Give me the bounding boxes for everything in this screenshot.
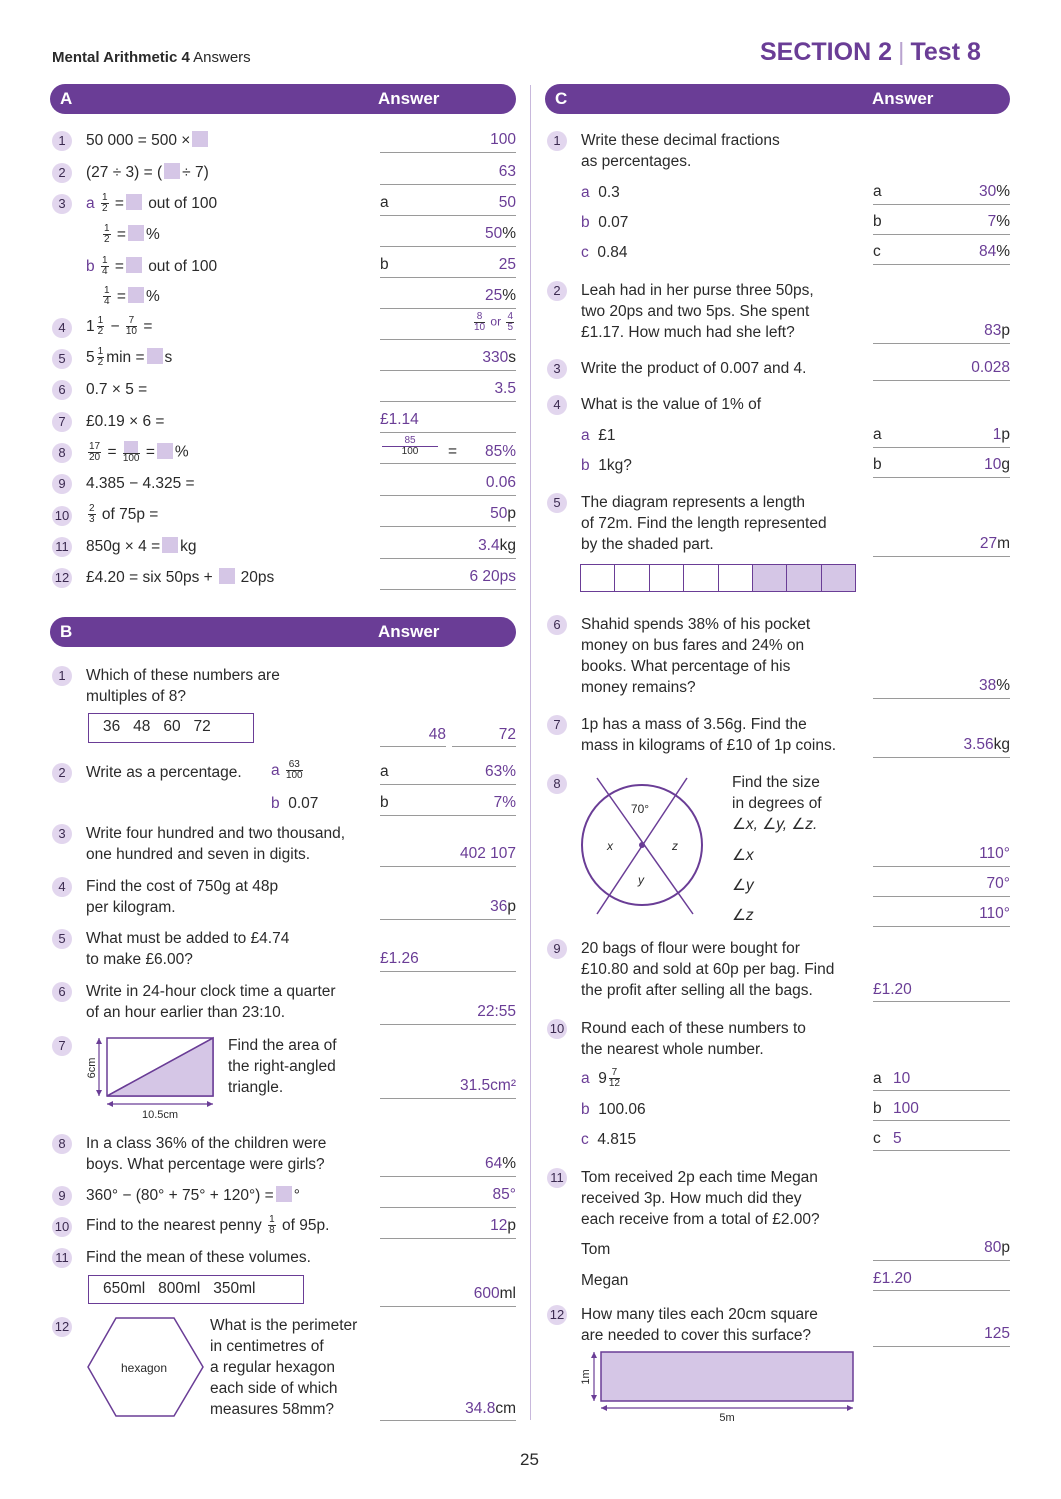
answer-a10: 50p [490, 505, 516, 522]
question-b9: 360° − (80° + 75° + 120°) = ° [86, 1187, 300, 1204]
answer-c9: £1.20 [873, 981, 912, 998]
question-number: 3 [52, 824, 72, 844]
question-number: 6 [547, 615, 567, 635]
section-a-header: A Answer [50, 84, 516, 114]
question-number: 11 [52, 537, 72, 557]
segment [650, 565, 684, 591]
question-number: 3 [52, 194, 72, 214]
question-a3b-line1: b $\frac{1}{4}$ = out of 100 [86, 255, 218, 278]
question-c1a: a 0.3 [581, 184, 620, 201]
answer-a7: £1.14 [380, 411, 419, 428]
question-number: 8 [547, 774, 567, 794]
question-b6: Write in 24-hour clock time a quarter of an hour earlier than 23:10. [86, 983, 336, 1021]
triangle-diagram [84, 1032, 224, 1122]
answer-c10a: 10 [893, 1070, 911, 1087]
answer-b9: 85° [492, 1186, 516, 1203]
question-number: 8 [52, 443, 72, 463]
number-box: 36 48 60 72 [88, 713, 254, 743]
question-c1b: b 0.07 [581, 214, 629, 231]
circle-angle-diagram [575, 770, 725, 918]
question-number: 3 [547, 359, 567, 379]
section-c-header: C Answer [545, 84, 1010, 114]
question-a11: 850g × 4 = kg [86, 538, 197, 555]
column-divider [530, 85, 531, 1420]
answer-c12: 125 [984, 1325, 1010, 1342]
question-a5: 5 $\frac{1}{2}$ min = s [86, 346, 173, 369]
answer-c4a: 1p [992, 426, 1010, 443]
question-c4a: a £1 [581, 427, 616, 444]
question-b4: Find the cost of 750g at 48p per kilogram. [86, 878, 279, 916]
question-number: 4 [547, 395, 567, 415]
answer-a4: $\frac{8}{10}$ or $\frac{4}{5}$ [473, 311, 513, 333]
section-b-header: B Answer [50, 617, 516, 647]
question-b8: In a class 36% of the children were boys. What percentage were girls? [86, 1135, 327, 1173]
answer-b4: 36p [490, 898, 516, 915]
question-number: 5 [547, 493, 567, 513]
question-number: 7 [547, 715, 567, 735]
answer-a3a-2: 50% [484, 225, 516, 242]
question-a4: 1 $\frac{1}{2}$ − $\frac{7}{10}$ = [86, 315, 153, 338]
rectangle-surface-diagram [578, 1348, 860, 1426]
hexagon-diagram [86, 1315, 206, 1421]
segment [615, 565, 649, 591]
page-number: 25 [520, 1450, 539, 1469]
question-a3b-line2: $\frac{1}{4}$ = % [104, 285, 160, 308]
answer-b10: 12p [490, 1217, 516, 1234]
question-c8: Find the size in degrees of ∠x, ∠y, ∠z. [732, 774, 822, 833]
answer-b5: £1.26 [380, 950, 419, 967]
question-c3: Write the product of 0.007 and 4. [581, 360, 807, 377]
answer-a6: 3.5 [494, 380, 516, 397]
question-a6: 0.7 × 5 = [86, 381, 148, 398]
width-label: 5m [719, 1412, 735, 1424]
question-number: 6 [52, 380, 72, 400]
height-label: 1m [580, 1369, 592, 1385]
answer-a9: 0.06 [485, 474, 516, 491]
question-number: 9 [52, 1186, 72, 1206]
question-a2: (27 ÷ 3) = ( ÷ 7) [86, 164, 209, 181]
question-b1: Which of these numbers are multiples of 8? [86, 667, 280, 705]
shaded-segment [787, 565, 821, 591]
angle-70-label: 70° [630, 802, 650, 816]
question-a9: 4.385 − 4.325 = [86, 475, 195, 492]
answer-a11: 3.4kg [478, 537, 516, 554]
answer-c2: 83p [984, 322, 1010, 339]
answer-c5: 27m [979, 535, 1010, 552]
question-number: 12 [547, 1305, 567, 1325]
answer-a2: 63 [498, 163, 516, 180]
question-c5: The diagram represents a length of 72m. Find the length represented by the shaded part. [581, 494, 827, 553]
question-c10b: b 100.06 [581, 1101, 646, 1118]
question-a1: 50 000 = 500 × [86, 130, 210, 151]
question-number: 7 [52, 1036, 72, 1056]
answer-a3b-1: 25 [498, 256, 516, 273]
question-number: 4 [52, 318, 72, 338]
angle-y-label: y [638, 873, 644, 887]
question-number: 6 [52, 982, 72, 1002]
volumes-box: 650ml 800ml 350ml [88, 1275, 304, 1304]
answer-a3a-1: 50 [498, 194, 516, 211]
question-c9: 20 bags of flour were bought for £10.80 and sold at 60p per bag. Find the profit after selling all the bags. [581, 940, 835, 999]
answer-a8-fraction: $\frac{85}{100}$ [380, 436, 440, 457]
answer-b7: 31.5cm² [460, 1077, 516, 1094]
answer-b1-2: 72 [498, 726, 516, 743]
question-number: 11 [52, 1248, 72, 1268]
question-c7: 1p has a mass of 3.56g. Find the mass in kilograms of £10 of 1p coins. [581, 716, 837, 754]
segment [719, 565, 753, 591]
angle-z-label: z [672, 839, 678, 853]
question-b10: Find to the nearest penny $\frac{1}{8}$ of 95p. [86, 1214, 330, 1237]
answer-c1a: 30% [978, 183, 1010, 200]
answer-b2a: 63% [484, 763, 516, 780]
answer-c6: 38% [978, 677, 1010, 694]
answer-c10b: 100 [893, 1100, 919, 1117]
question-a12: £4.20 = six 50ps + 20ps [86, 569, 275, 586]
question-c4b: b 1kg? [581, 457, 632, 474]
answer-a5: 330s [482, 349, 516, 366]
question-number: 2 [547, 281, 567, 301]
angle-x-label: x [607, 839, 613, 853]
answer-b8: 64% [484, 1155, 516, 1172]
question-number: 4 [52, 877, 72, 897]
question-number: 5 [52, 349, 72, 369]
answer-b12: 34.8cm [465, 1400, 516, 1417]
question-b11: Find the mean of these volumes. [86, 1249, 311, 1266]
question-number: 10 [52, 506, 72, 526]
question-number: 10 [52, 1217, 72, 1237]
question-a10: $\frac{2}{3}$ of 75p = [89, 503, 159, 526]
answer-c3: 0.028 [971, 359, 1010, 376]
question-b2a: a $\frac{63}{100}$ [271, 759, 303, 782]
question-number: 9 [52, 474, 72, 494]
question-c10a: a 9 $\frac{7}{12}$ [581, 1067, 620, 1090]
segment [581, 565, 615, 591]
hexagon-label: hexagon [120, 1361, 168, 1375]
question-b7: Find the area of the right-angled triangle. [228, 1037, 337, 1096]
length-bar-diagram [580, 564, 856, 592]
question-number: 11 [547, 1168, 567, 1188]
question-number: 12 [52, 1317, 72, 1337]
question-c2: Leah had in her purse three 50ps, two 20ps and two 5ps. She spent £1.17. How much had she left? [581, 282, 814, 341]
answer-c8z: 110° [979, 905, 1010, 922]
question-b3: Write four hundred and two thousand, one hundred and seven in digits. [86, 825, 346, 863]
question-number: 12 [52, 568, 72, 588]
shaded-segment [753, 565, 787, 591]
question-c4: What is the value of 1% of [581, 396, 762, 413]
question-b2: Write as a percentage. [86, 764, 242, 781]
book-title: Mental Arithmetic 4 Answers [52, 49, 251, 66]
question-number: 1 [52, 666, 72, 686]
question-number: 10 [547, 1019, 567, 1039]
answer-c11-megan: £1.20 [873, 1270, 912, 1287]
question-c12: How many tiles each 20cm square are needed to cover this surface? [581, 1306, 818, 1344]
question-a8: $\frac{17}{20}$ = 100 = % [89, 441, 189, 464]
answer-c8x: 110° [979, 845, 1010, 862]
answer-a3b-2: 25% [484, 287, 516, 304]
answer-b6: 22:55 [477, 1003, 516, 1020]
answer-a1: 100 [490, 131, 516, 148]
question-c1: Write these decimal fractions as percentages. [581, 132, 780, 170]
question-number: 1 [52, 131, 72, 151]
question-c10c: c 4.815 [581, 1131, 637, 1148]
question-a3a-line2: $\frac{1}{2}$ = % [104, 223, 160, 246]
question-number: 5 [52, 929, 72, 949]
answer-c8y: 70° [986, 875, 1010, 892]
question-c11: Tom received 2p each time Megan received 3p. How much did they each receive from a total of £2.00? [581, 1169, 820, 1228]
question-a7: £0.19 × 6 = [86, 413, 165, 430]
answer-c4b: 10g [984, 456, 1010, 473]
question-a3a-line1: a $\frac{1}{2}$ = out of 100 [86, 192, 218, 215]
question-b5: What must be added to £4.74 to make £6.00? [86, 930, 290, 968]
question-number: 2 [52, 163, 72, 183]
answer-b11: 600ml [473, 1285, 516, 1302]
answer-c1b: 7% [987, 213, 1010, 230]
question-number: 1 [547, 131, 567, 151]
question-b2b: b 0.07 [271, 795, 319, 812]
width-label: 10.5cm [141, 1109, 179, 1121]
answer-b2b: 7% [493, 794, 516, 811]
question-c6: Shahid spends 38% of his pocket money on bus fares and 24% on books. What percentage of his money remains? [581, 616, 811, 696]
answer-a12: 6 20ps [469, 568, 516, 585]
question-number: 2 [52, 763, 72, 783]
question-number: 9 [547, 939, 567, 959]
answer-c11-tom: 80p [984, 1239, 1010, 1256]
height-label: 6cm [86, 1057, 98, 1079]
question-number: 8 [52, 1134, 72, 1154]
shaded-segment [822, 565, 855, 591]
answer-c7: 3.56kg [963, 736, 1010, 753]
question-number: 7 [52, 412, 72, 432]
answer-a8: 85% [484, 443, 516, 460]
answer-c10c: 5 [893, 1130, 902, 1147]
section-title: SECTION 2 | Test 8 [760, 38, 981, 66]
answer-c1c: 84% [978, 243, 1010, 260]
segment [684, 565, 718, 591]
answer-b3: 402 107 [459, 845, 516, 862]
question-c10: Round each of these numbers to the nearest whole number. [581, 1020, 806, 1058]
answer-b1-1: 48 [428, 726, 446, 743]
question-b12: What is the perimeter in centimetres of a regular hexagon each side of which measures 58mm? [210, 1317, 358, 1418]
question-c1c: c 0.84 [581, 244, 628, 261]
